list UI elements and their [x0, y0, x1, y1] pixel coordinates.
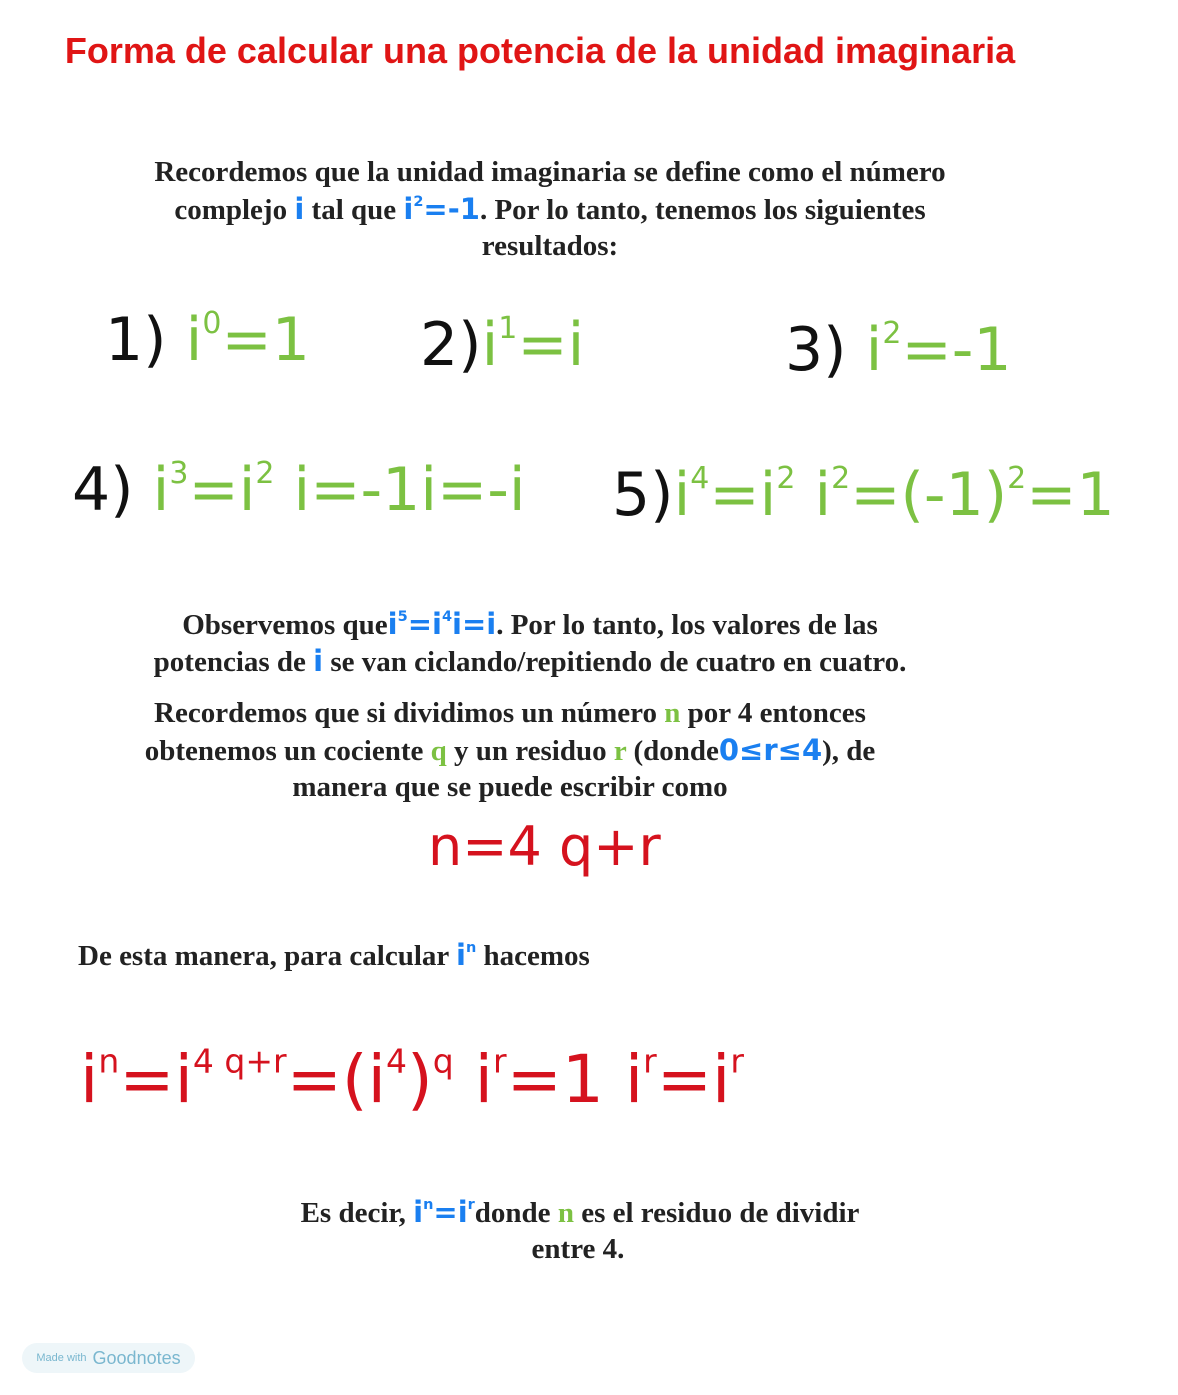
math-range: [719, 733, 822, 767]
expr: [186, 305, 310, 375]
big-formula: [80, 1041, 744, 1118]
label: 2): [420, 310, 482, 380]
label: 4): [72, 455, 134, 525]
text: tal que: [311, 194, 397, 226]
math-term: i: [795, 460, 832, 530]
math-term: =i: [517, 310, 585, 380]
math-i: [313, 644, 323, 678]
math-term: i=i: [452, 607, 497, 641]
math-i5: [388, 607, 497, 641]
math-term: =(i: [286, 1041, 386, 1118]
expr: [482, 310, 585, 380]
label: 5): [612, 460, 674, 530]
result-1: [105, 305, 310, 375]
math-exponent: n: [98, 1041, 120, 1081]
text: se van ciclando/repitiendo de cuatro en cuatro.: [330, 646, 907, 678]
var-q: q: [430, 735, 447, 767]
text: potencias de: [153, 646, 306, 678]
expr: [153, 455, 526, 525]
math-term: n=4 q+r: [428, 815, 661, 878]
text: Observemos que: [182, 609, 388, 641]
math-term: =i: [709, 460, 777, 530]
math-exponent: 3: [169, 456, 189, 491]
math-exponent: 4: [441, 608, 453, 625]
result-4: [72, 455, 526, 525]
text: Recordemos que si dividimos un número: [154, 697, 658, 729]
conclusion-line-2: entre 4.: [531, 1233, 625, 1265]
math-term: ): [406, 1041, 433, 1118]
text: donde: [474, 1197, 551, 1229]
text: y un residuo: [454, 735, 607, 767]
text: por 4 entonces: [687, 697, 866, 729]
math-term: i: [865, 315, 883, 385]
result-2: [420, 310, 584, 380]
math-term: =i: [433, 1195, 468, 1229]
intro-line-2: [0, 191, 1100, 228]
result-5: [612, 460, 1115, 530]
var-r: r: [613, 735, 627, 767]
math-exponent: r: [492, 1041, 507, 1081]
math-term: =-1: [423, 192, 480, 226]
math-exponent: 0: [202, 306, 222, 341]
math-term: i: [456, 938, 466, 972]
division-line-3: manera que se puede escribir como: [292, 771, 728, 803]
expr: [674, 460, 1115, 530]
math-exponent: r: [467, 1196, 475, 1213]
math-exponent: n: [465, 939, 477, 956]
math-term: i: [80, 1041, 99, 1118]
division-line-2: [0, 732, 1020, 769]
math-term: i: [152, 455, 170, 525]
calc-line: [78, 937, 1178, 974]
math-exponent: r: [730, 1041, 744, 1081]
math-exponent: r: [643, 1041, 657, 1081]
text: . Por lo tanto, los valores de las: [496, 609, 878, 641]
math-exponent: 5: [397, 608, 408, 625]
intro-line-1: Recordemos que la unidad imaginaria se define como el número: [154, 156, 946, 188]
math-term: =1 i: [506, 1041, 644, 1118]
math-exponent: 4: [385, 1041, 407, 1081]
observe-line-2: [0, 643, 1060, 680]
text: hacemos: [483, 940, 590, 972]
math-term: =-1: [901, 315, 1012, 385]
badge-brand: Goodnotes: [92, 1347, 181, 1368]
math-term: 0≤r≤4: [718, 733, 823, 767]
conclusion-line-1: [10, 1194, 1150, 1231]
observe-line-1: [0, 606, 1060, 643]
label: 1): [105, 305, 167, 375]
text: ), de: [822, 735, 876, 767]
math-exponent: 2: [776, 461, 796, 496]
math-exponent: 2: [1007, 461, 1027, 496]
math-exponent: 2: [255, 456, 275, 491]
math-term: =1: [1026, 460, 1115, 530]
var-n: n: [664, 697, 681, 729]
text: es el residuo de dividir: [581, 1197, 860, 1229]
math-in-ir: [413, 1195, 475, 1229]
math-i: [294, 192, 304, 226]
math-exponent: 1: [498, 311, 518, 346]
math-exponent: q: [432, 1041, 454, 1081]
label: 3): [785, 315, 847, 385]
division-line-1: [0, 695, 1020, 731]
math-term: =i: [407, 607, 442, 641]
math-term: i: [453, 1041, 493, 1118]
math-term: i: [481, 310, 499, 380]
var-n: n: [557, 1197, 574, 1229]
result-3: [785, 315, 1012, 385]
text: . Por lo tanto, tenemos los siguientes: [479, 194, 926, 226]
goodnotes-badge[interactable]: [22, 1343, 195, 1373]
math-exponent: 4: [690, 461, 710, 496]
text: (donde: [633, 735, 719, 767]
math-term: i=-1i=-i: [274, 455, 526, 525]
page-title: Forma de calcular una potencia de la unidad imaginaria: [64, 30, 1016, 71]
division-formula: [428, 812, 661, 882]
badge-small-text: Made with: [36, 1352, 87, 1364]
math-term: =i: [119, 1041, 193, 1118]
text: obtenemos un cociente: [144, 735, 424, 767]
math-term: =1: [221, 305, 310, 375]
math-i-squared: [403, 192, 480, 226]
math-term: i: [413, 1195, 424, 1229]
math-exponent: n: [423, 1196, 434, 1213]
math-term: i: [294, 192, 305, 226]
math-term: i: [387, 607, 398, 641]
math-term: =i: [188, 455, 256, 525]
math-term: i: [673, 460, 691, 530]
intro-line-3: resultados:: [481, 230, 619, 262]
math-term: i: [403, 192, 414, 226]
math-exponent: 4 q+r: [192, 1041, 287, 1081]
expr: [866, 315, 1012, 385]
math-exponent: 2: [831, 461, 851, 496]
text: Es decir,: [300, 1197, 406, 1229]
math-term: =i: [656, 1041, 731, 1118]
math-term: i: [185, 305, 203, 375]
text: complejo: [174, 194, 288, 226]
math-i-n: [456, 938, 476, 972]
math-exponent: 2: [882, 316, 902, 351]
text: De esta manera, para calcular: [78, 940, 449, 972]
math-term: =(-1): [850, 460, 1008, 530]
math-exponent: 2: [413, 193, 424, 210]
math-term: i: [313, 644, 324, 678]
